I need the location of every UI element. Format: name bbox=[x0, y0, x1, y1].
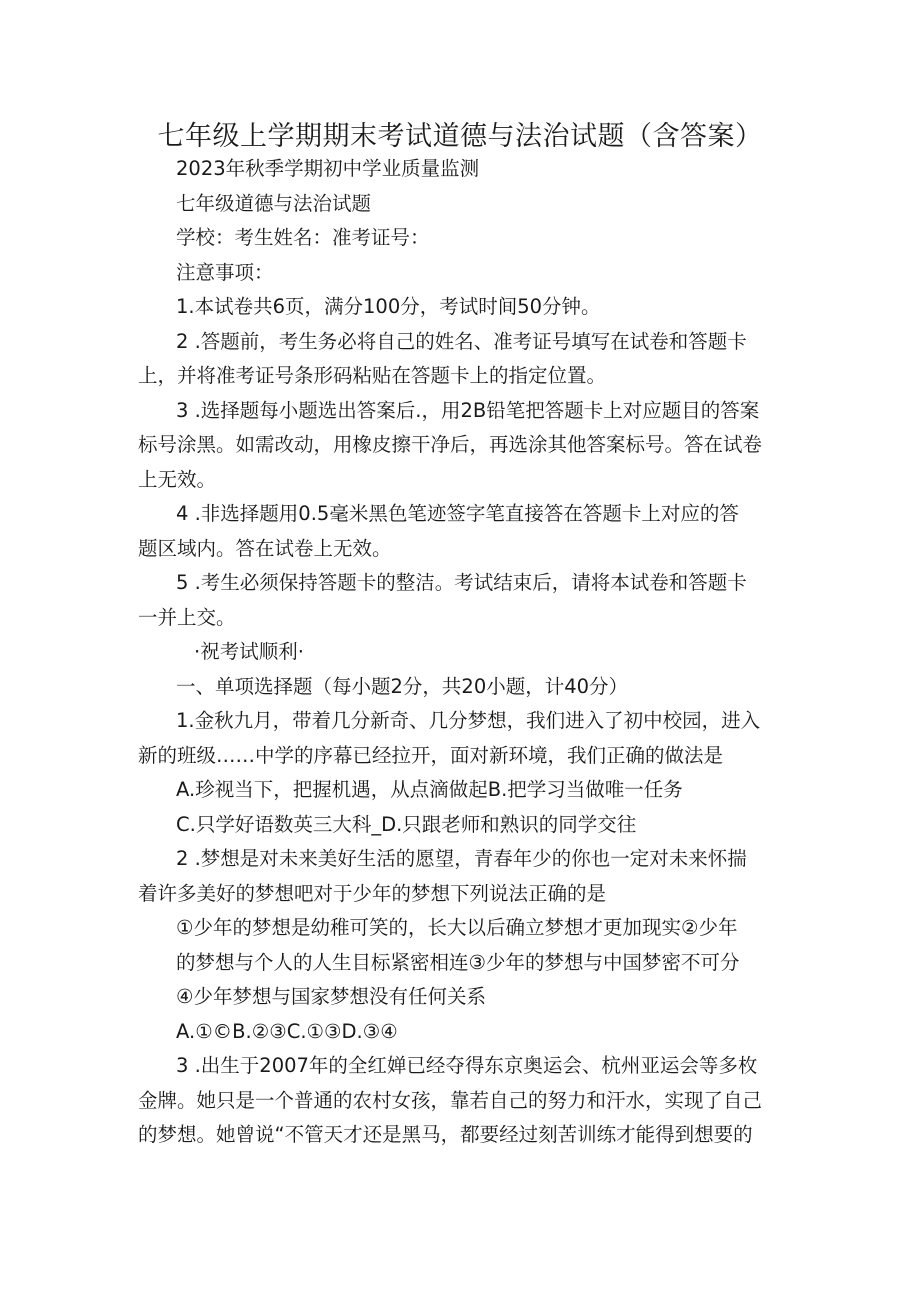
text-line: A.珍视当下，把握机遇，从点滴做起B.把学习当做唯一任务 bbox=[176, 778, 683, 801]
text-line: 一、单项选择题（每小题2分，共20小题，计40分） bbox=[176, 674, 629, 698]
text-line: 金牌。她只是一个普通的农村女孩，靠若自己的努力和汗水，实现了自己 bbox=[138, 1088, 763, 1112]
text-line: 七年级道德与法治试题 bbox=[176, 191, 372, 215]
text-line: 题区域内。答在试卷上无效。 bbox=[138, 536, 392, 560]
text-line: 2 .答题前，考生务必将自己的姓名、准考证号填写在试卷和答题卡 bbox=[176, 329, 747, 353]
text-line: 标号涂黑。如需改动，用橡皮擦干净后，再选涂其他答案标号。答在试卷 bbox=[138, 433, 763, 456]
text-line: ④少年梦想与国家梦想没有任何关系 bbox=[176, 985, 486, 1008]
text-line: ①少年的梦想是幼稚可笑的，长大以后确立梦想才更加现实②少年 bbox=[176, 916, 738, 939]
text-line: A.①©B.②③C.①③D.③④ bbox=[176, 1019, 398, 1043]
text-line: 一并上交。 bbox=[138, 605, 236, 629]
text-line: 上，并将准考证号条形码粘贴在答题卡上的指定位置。 bbox=[138, 364, 607, 387]
text-line: 3 .选择题每小题选出答案后.，用2B铅笔把答题卡上对应题目的答案 bbox=[176, 398, 760, 422]
text-line: 2023年秋季学期初中学业质量监测 bbox=[176, 157, 480, 180]
text-line: 注意事项： bbox=[176, 260, 274, 284]
text-line: 5 .考生必须保持答题卡的整洁。考试结束后，请将本试卷和答题卡 bbox=[176, 571, 747, 594]
text-line: 2 .梦想是对未来美好生活的愿望，青春年少的你也一定对未来怀揣 bbox=[176, 847, 747, 870]
text-line: 1.金秋九月，带着几分新奇、几分梦想，我们进入了初中校园，进入 bbox=[176, 709, 761, 732]
text-line: 上无效。 bbox=[138, 467, 217, 491]
text-line: 着许多美好的梦想吧对于少年的梦想下列说法正确的是 bbox=[138, 881, 607, 905]
text-line: C.只学好语数英三大科_D.只跟老师和熟识的同学交往 bbox=[176, 812, 637, 836]
text-line: 学校：考生姓名：准考证号： bbox=[176, 226, 430, 249]
text-line: ·祝考试顺利· bbox=[194, 640, 304, 663]
text-line: 的梦想与个人的人生目标紧密相连③少年的梦想与中国梦密不可分 bbox=[176, 950, 740, 974]
document-body bbox=[138, 152, 788, 1153]
text-line: 新的班级……中学的序幕已经拉开，面对新环境，我们正确的做法是 bbox=[138, 743, 724, 767]
text-line: 4 .非选择题用0.5毫米黑色笔迹签字笔直接答在答题卡上对应的答 bbox=[176, 502, 739, 525]
text-line: 1.本试卷共6页，满分100分，考试时间50分钟。 bbox=[176, 295, 601, 318]
text-line: 3 .出生于2007年的全红婵已经夺得东京奥运会、杭州亚运会等多枚 bbox=[176, 1054, 758, 1077]
page-title: 七年级上学期期末考试道德与法治试题（含答案） bbox=[157, 121, 763, 152]
text-line: 的梦想。她曾说“不管天才还是黑马，都要经过刻苦训练才能得到想要的 bbox=[138, 1123, 753, 1146]
